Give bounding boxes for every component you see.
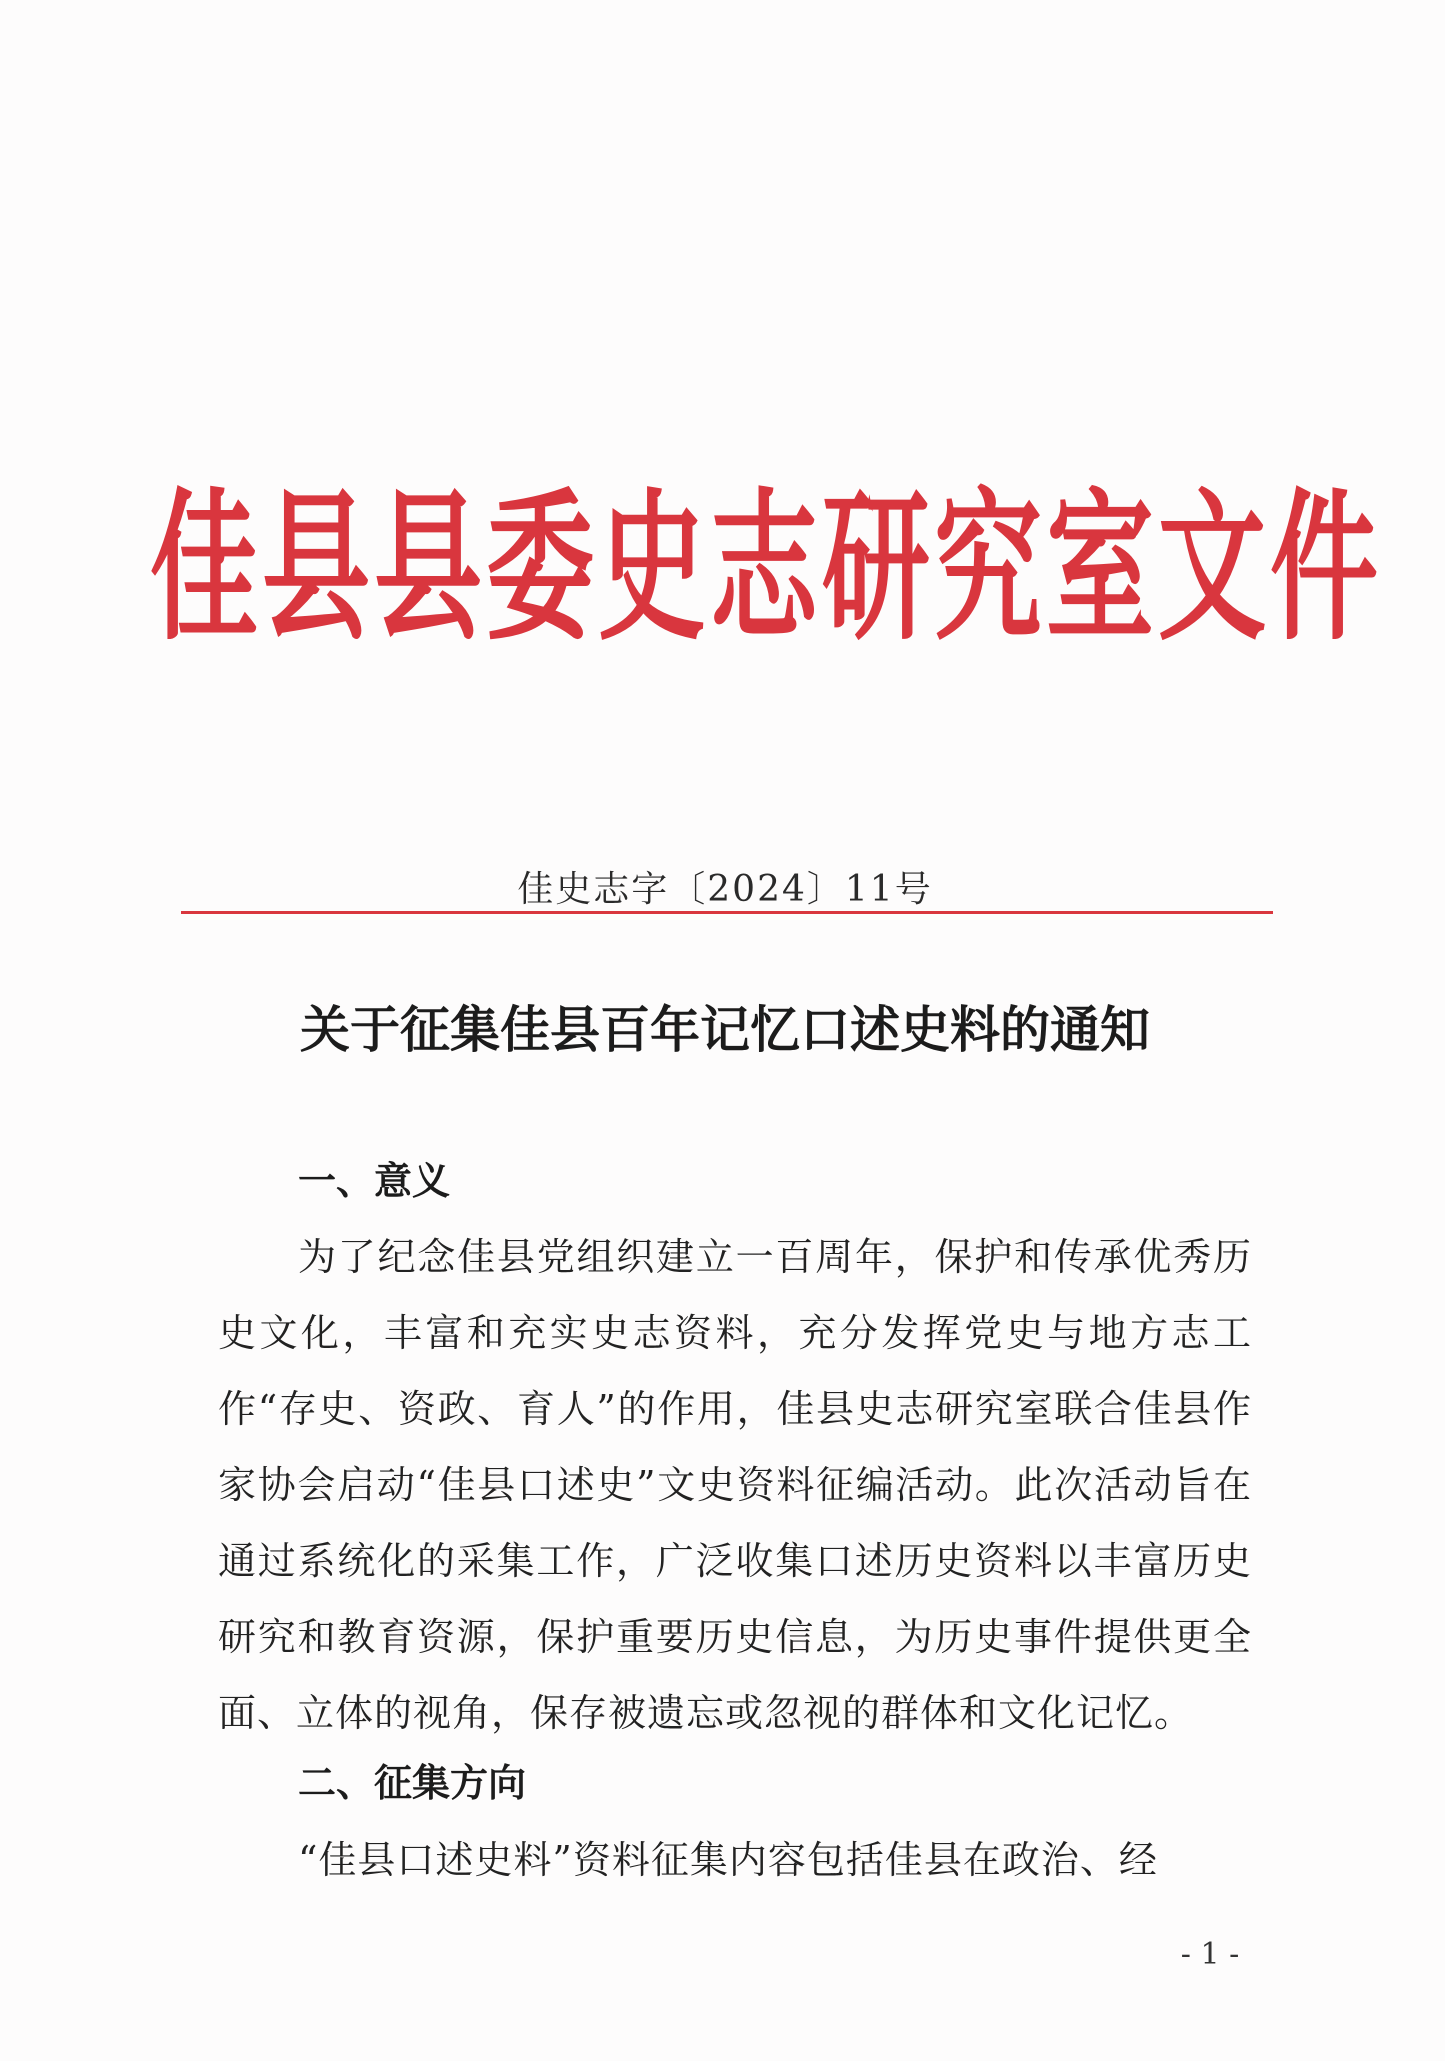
section-paragraph-collection-direction: “佳县口述史料”资料征集内容包括佳县在政治、经	[298, 1838, 1158, 1882]
red-header-title: 佳县县委史志研究室文件	[150, 475, 1383, 663]
section-paragraph-significance: 为了纪念佳县党组织建立一百周年，保护和传承优秀历史文化，丰富和充实史志资料，充分发挥党史与地方志工作“存史、资政、育人”的作用，佳县史志研究室联合佳县作家协会启动“佳县口述史”文史资料征编活动。此次活动旨在通过系统化的采集工作，广泛收集口述历史资料以丰富历史研究和教育资源，保护重要历史信息，为历史事件提供更全面、立体的视角，保存被遗忘或忽视的群体和文化记忆。	[218, 1235, 1252, 1735]
page-number: - 1 -	[1180, 1937, 1240, 1972]
section-heading-collection-direction: 二、征集方向	[298, 1761, 527, 1805]
document-number: 佳史志字〔2024〕11号	[517, 869, 933, 910]
red-divider-line	[181, 911, 1273, 914]
notice-title: 关于征集佳县百年记忆口述史料的通知	[300, 1000, 1150, 1059]
section-heading-significance: 一、意义	[298, 1159, 451, 1203]
